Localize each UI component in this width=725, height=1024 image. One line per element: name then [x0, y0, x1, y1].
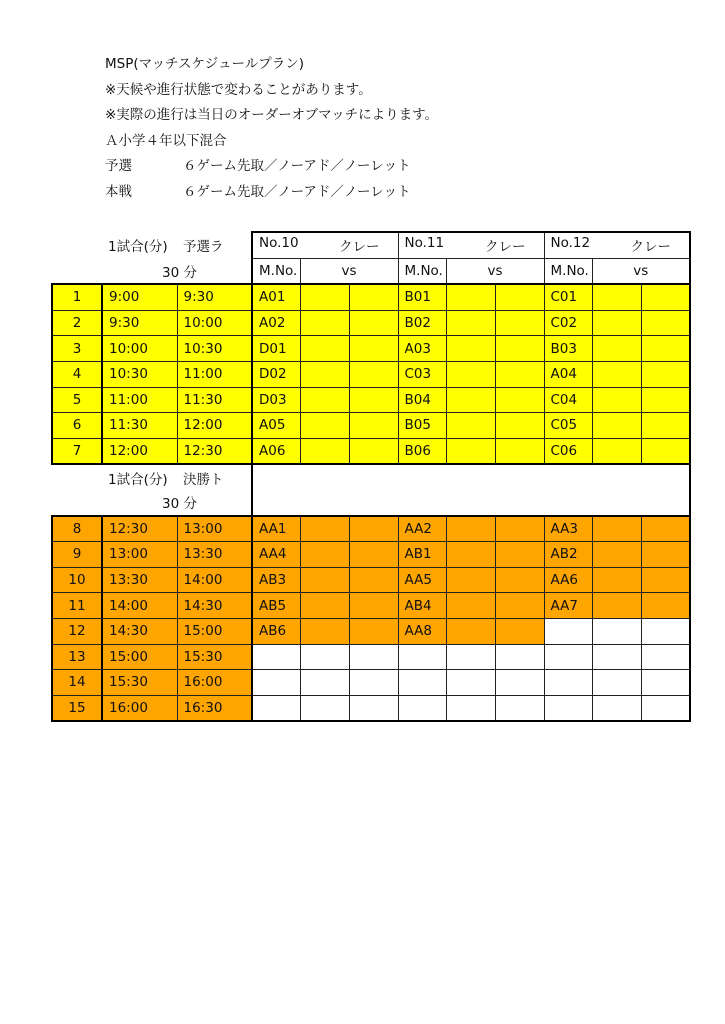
player-b-cell: [641, 593, 690, 619]
qualifier-label: 予選: [105, 158, 132, 175]
match-no-cell: [252, 644, 300, 670]
match-no-cell: A06: [252, 438, 300, 464]
category-title: Ａ小学４年以下混合: [105, 132, 227, 149]
player-a-cell: [592, 695, 641, 721]
court-name: No.11: [404, 235, 445, 252]
player-b-cell: [349, 516, 398, 542]
start-time: 14:00: [102, 593, 177, 619]
end-time: 13:30: [177, 542, 252, 568]
final-section-blank: [252, 464, 690, 515]
row-number: 13: [52, 644, 102, 670]
match-no-cell: A01: [252, 284, 300, 310]
player-b-cell: [495, 516, 544, 542]
player-b-cell: [641, 361, 690, 387]
match-schedule-table: [51, 231, 691, 722]
player-b-cell: [495, 387, 544, 413]
player-b-cell: [495, 310, 544, 336]
end-time: 12:30: [177, 438, 252, 464]
match-no-cell: C02: [544, 310, 592, 336]
player-a-cell: [592, 516, 641, 542]
player-a-cell: [300, 567, 349, 593]
player-b-cell: [495, 593, 544, 619]
player-b-cell: [641, 567, 690, 593]
player-b-cell: [495, 695, 544, 721]
blank-cell: [52, 464, 102, 490]
end-time: 16:00: [177, 670, 252, 696]
schedule-row: [52, 644, 690, 670]
match-no-cell: A04: [544, 361, 592, 387]
player-a-cell: [446, 695, 495, 721]
schedule-row: [52, 284, 690, 310]
player-b-cell: [349, 567, 398, 593]
player-b-cell: [349, 695, 398, 721]
match-no-cell: [544, 644, 592, 670]
end-time: 13:00: [177, 516, 252, 542]
player-b-cell: [349, 336, 398, 362]
main-rule-row: [105, 180, 438, 206]
row-number: 9: [52, 542, 102, 568]
court-surface: クレー: [339, 239, 380, 256]
start-time: 13:00: [102, 542, 177, 568]
mno-header: M.No.: [544, 258, 592, 284]
plan-title: MSP(マッチスケジュールプラン): [105, 56, 305, 72]
player-b-cell: [641, 438, 690, 464]
schedule-row: [52, 361, 690, 387]
vs-header: vs: [300, 258, 398, 284]
match-no-cell: B02: [398, 310, 446, 336]
match-no-cell: AA2: [398, 516, 446, 542]
schedule-row: [52, 413, 690, 439]
vs-header: vs: [446, 258, 544, 284]
match-no-cell: AB6: [252, 618, 300, 644]
player-a-cell: [446, 593, 495, 619]
row-number: 3: [52, 336, 102, 362]
mno-header: M.No.: [398, 258, 446, 284]
player-a-cell: [300, 618, 349, 644]
player-b-cell: [349, 670, 398, 696]
player-a-cell: [300, 644, 349, 670]
court-header: [398, 232, 544, 258]
player-b-cell: [495, 361, 544, 387]
player-a-cell: [592, 310, 641, 336]
schedule-row: [52, 516, 690, 542]
player-b-cell: [641, 387, 690, 413]
start-time: 16:00: [102, 695, 177, 721]
row-number: 14: [52, 670, 102, 696]
match-no-cell: C05: [544, 413, 592, 439]
court-surface: クレー: [630, 239, 671, 256]
match-no-cell: AB3: [252, 567, 300, 593]
match-no-cell: AA5: [398, 567, 446, 593]
player-b-cell: [641, 336, 690, 362]
match-no-cell: AB2: [544, 542, 592, 568]
start-time: 13:30: [102, 567, 177, 593]
start-time: 14:30: [102, 618, 177, 644]
start-time: 12:00: [102, 438, 177, 464]
match-no-cell: [398, 695, 446, 721]
court-header: [252, 232, 398, 258]
player-b-cell: [349, 310, 398, 336]
match-no-cell: B06: [398, 438, 446, 464]
match-no-cell: A03: [398, 336, 446, 362]
court-header: [544, 232, 690, 258]
match-no-cell: [544, 670, 592, 696]
match-no-cell: AA7: [544, 593, 592, 619]
player-b-cell: [641, 670, 690, 696]
row-number: 8: [52, 516, 102, 542]
start-time: 12:30: [102, 516, 177, 542]
duration-value: 30 分: [162, 264, 197, 281]
end-time: 16:30: [177, 695, 252, 721]
row-number: 2: [52, 310, 102, 336]
match-no-cell: AA4: [252, 542, 300, 568]
match-no-cell: A02: [252, 310, 300, 336]
player-a-cell: [592, 618, 641, 644]
match-no-cell: [398, 670, 446, 696]
main-label: 本戦: [105, 183, 132, 200]
player-b-cell: [641, 695, 690, 721]
player-a-cell: [446, 413, 495, 439]
player-a-cell: [446, 310, 495, 336]
player-b-cell: [495, 438, 544, 464]
player-a-cell: [300, 387, 349, 413]
player-b-cell: [495, 284, 544, 310]
court-name: No.12: [550, 235, 591, 252]
start-time: 9:30: [102, 310, 177, 336]
player-a-cell: [592, 438, 641, 464]
player-b-cell: [349, 438, 398, 464]
player-a-cell: [446, 438, 495, 464]
player-a-cell: [592, 542, 641, 568]
schedule-row: [52, 670, 690, 696]
player-a-cell: [592, 670, 641, 696]
blank-cell: [52, 232, 102, 258]
schedule-row: [52, 387, 690, 413]
player-b-cell: [495, 618, 544, 644]
row-number: 4: [52, 361, 102, 387]
duration-value: 30 分: [162, 496, 197, 513]
mno-header: M.No.: [252, 258, 300, 284]
player-a-cell: [300, 670, 349, 696]
player-b-cell: [641, 310, 690, 336]
match-no-cell: A05: [252, 413, 300, 439]
schedule-row: [52, 593, 690, 619]
player-a-cell: [446, 644, 495, 670]
end-time: 12:00: [177, 413, 252, 439]
start-time: 11:30: [102, 413, 177, 439]
player-a-cell: [592, 387, 641, 413]
schedule-row: [52, 695, 690, 721]
player-b-cell: [349, 361, 398, 387]
player-b-cell: [349, 644, 398, 670]
player-a-cell: [446, 542, 495, 568]
start-time: 11:00: [102, 387, 177, 413]
match-no-cell: AA8: [398, 618, 446, 644]
match-no-cell: [544, 618, 592, 644]
end-time: 11:00: [177, 361, 252, 387]
weather-note: ※天候や進行状態で変わることがあります。: [105, 81, 372, 98]
player-a-cell: [300, 695, 349, 721]
player-b-cell: [495, 413, 544, 439]
end-time: 15:30: [177, 644, 252, 670]
schedule-row: [52, 310, 690, 336]
match-no-cell: B01: [398, 284, 446, 310]
player-a-cell: [592, 336, 641, 362]
player-b-cell: [495, 542, 544, 568]
order-note: ※実際の進行は当日のオーダーオブマッチによります。: [105, 107, 439, 124]
match-no-cell: AB1: [398, 542, 446, 568]
player-a-cell: [300, 542, 349, 568]
player-a-cell: [300, 284, 349, 310]
player-a-cell: [300, 593, 349, 619]
court-surface: クレー: [485, 239, 526, 256]
player-b-cell: [349, 284, 398, 310]
row-number: 12: [52, 618, 102, 644]
court-name: No.10: [259, 235, 299, 252]
schedule-row: [52, 618, 690, 644]
player-a-cell: [592, 593, 641, 619]
main-rule: ６ゲーム先取／ノーアド／ノーレット: [183, 183, 411, 200]
start-time: 9:00: [102, 284, 177, 310]
match-no-cell: D03: [252, 387, 300, 413]
start-time: 15:30: [102, 670, 177, 696]
match-no-cell: AA1: [252, 516, 300, 542]
match-no-cell: AB5: [252, 593, 300, 619]
duration-label: 1試合(分): [108, 239, 168, 256]
qualifier-rule: ６ゲーム先取／ノーアド／ノーレット: [183, 158, 411, 175]
end-time: 11:30: [177, 387, 252, 413]
end-time: 10:00: [177, 310, 252, 336]
match-no-cell: D02: [252, 361, 300, 387]
player-a-cell: [446, 336, 495, 362]
player-a-cell: [592, 413, 641, 439]
start-time: 15:00: [102, 644, 177, 670]
player-a-cell: [446, 567, 495, 593]
player-a-cell: [300, 310, 349, 336]
player-b-cell: [495, 336, 544, 362]
schedule-row: [52, 438, 690, 464]
player-a-cell: [592, 567, 641, 593]
player-b-cell: [349, 387, 398, 413]
player-b-cell: [495, 644, 544, 670]
row-number: 15: [52, 695, 102, 721]
match-no-cell: [252, 670, 300, 696]
player-b-cell: [495, 567, 544, 593]
player-b-cell: [349, 618, 398, 644]
player-b-cell: [349, 413, 398, 439]
match-no-cell: C01: [544, 284, 592, 310]
match-no-cell: AB4: [398, 593, 446, 619]
player-a-cell: [592, 361, 641, 387]
stage-label: 決勝ト: [183, 471, 224, 488]
match-no-cell: B03: [544, 336, 592, 362]
match-no-cell: C06: [544, 438, 592, 464]
player-a-cell: [446, 670, 495, 696]
start-time: 10:30: [102, 361, 177, 387]
row-number: 1: [52, 284, 102, 310]
qualifier-rule-row: [105, 154, 438, 180]
player-a-cell: [300, 413, 349, 439]
player-b-cell: [641, 516, 690, 542]
match-no-cell: [252, 695, 300, 721]
row-number: 7: [52, 438, 102, 464]
match-no-cell: C04: [544, 387, 592, 413]
player-a-cell: [446, 516, 495, 542]
player-a-cell: [446, 284, 495, 310]
schedule-row: [52, 542, 690, 568]
match-no-cell: AA3: [544, 516, 592, 542]
stage-label: 予選ラ: [183, 239, 224, 256]
player-b-cell: [641, 413, 690, 439]
player-b-cell: [495, 670, 544, 696]
player-a-cell: [300, 336, 349, 362]
row-number: 11: [52, 593, 102, 619]
end-time: 14:30: [177, 593, 252, 619]
blank-cell: [52, 258, 102, 284]
player-a-cell: [300, 438, 349, 464]
player-a-cell: [592, 644, 641, 670]
player-b-cell: [349, 593, 398, 619]
match-no-cell: [398, 644, 446, 670]
schedule-header: [105, 52, 438, 206]
player-a-cell: [300, 361, 349, 387]
match-no-cell: D01: [252, 336, 300, 362]
row-number: 6: [52, 413, 102, 439]
schedule-row: [52, 336, 690, 362]
player-a-cell: [446, 387, 495, 413]
end-time: 14:00: [177, 567, 252, 593]
match-no-cell: AA6: [544, 567, 592, 593]
player-b-cell: [641, 644, 690, 670]
player-a-cell: [446, 618, 495, 644]
match-no-cell: [544, 695, 592, 721]
match-no-cell: B04: [398, 387, 446, 413]
row-number: 10: [52, 567, 102, 593]
match-no-cell: C03: [398, 361, 446, 387]
player-a-cell: [300, 516, 349, 542]
player-b-cell: [641, 542, 690, 568]
match-no-cell: B05: [398, 413, 446, 439]
player-b-cell: [641, 618, 690, 644]
schedule-row: [52, 567, 690, 593]
blank-cell: [52, 490, 102, 516]
end-time: 9:30: [177, 284, 252, 310]
start-time: 10:00: [102, 336, 177, 362]
end-time: 10:30: [177, 336, 252, 362]
player-a-cell: [592, 284, 641, 310]
player-b-cell: [641, 284, 690, 310]
end-time: 15:00: [177, 618, 252, 644]
vs-header: vs: [592, 258, 690, 284]
row-number: 5: [52, 387, 102, 413]
player-a-cell: [446, 361, 495, 387]
duration-label: 1試合(分): [108, 471, 168, 488]
player-b-cell: [349, 542, 398, 568]
